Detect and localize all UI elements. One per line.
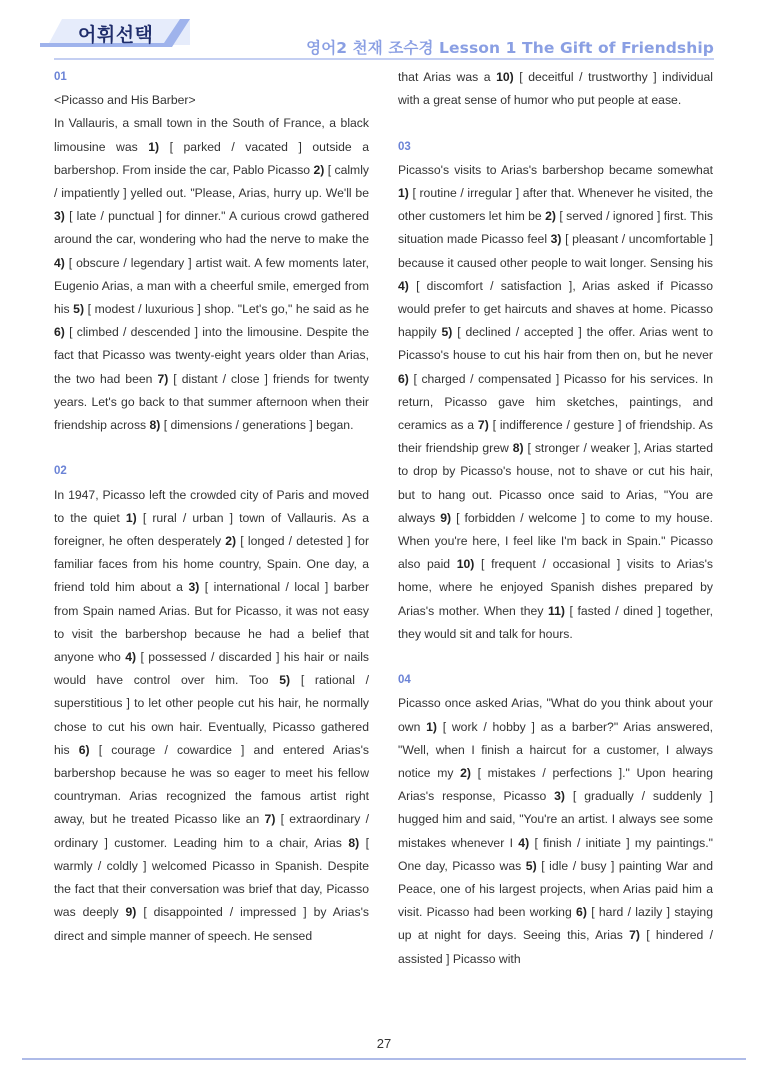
blank-number: 8)	[149, 418, 161, 433]
passage-03: Picasso's visits to Arias's barbershop became somewhat 1) [ routine / irregular ] after that. Whenever he visited, the other customers let him be 2) [ served / ignored ] first. This situation made Picasso feel 3) [ pleasant / uncomfortable ] because it caused other people to wait longer. Sensing his 4) [ discomfort / satisfaction ], Arias asked if Picasso would prefer to get haircuts and shaves at home. Picasso happily 5) [ declined / accepted ] the offer. Arias went to Picasso's house to cut his hair from then on, but he never 6) [ charged / compensated ] Picasso for his services. In return, Picasso gave him sketches, paintings, and ceramics as a 7) [ indifference / gesture ] of friendship. As their friendship grew 8) [ stronger / weaker ], Arias started to drop by Picasso's house, not to shave or cut his hair, but to hang out. Picasso once said to Arias, "You are always 9) [ forbidden / welcome ] to come to my house. When you're here, I feel like I'm back in Spain." Picasso also paid 10) [ frequent / occasional ] visits to Arias's home, where he enjoyed Spanish dishes prepared by Arias's mother. When they 11) [ fasted / dined ] together, they would sit and talk for hours.	[398, 162, 714, 641]
blank-number: 11)	[548, 603, 565, 618]
section-number: 02	[54, 465, 67, 478]
blank-number: 10)	[456, 557, 475, 572]
blank-number: 4)	[518, 835, 530, 850]
right-column	[398, 66, 713, 971]
blank-number: 5)	[279, 673, 291, 688]
blank-number: 1)	[148, 139, 160, 154]
blank-number: 5)	[441, 325, 453, 340]
blank-number: 7)	[477, 418, 489, 433]
blank-number: 4)	[54, 255, 65, 270]
section-number: 04	[398, 674, 411, 687]
blank-number: 3)	[554, 789, 565, 804]
section-tab-label: 어휘선택	[78, 24, 154, 46]
passage-02-continued: that Arias was a 10) [ deceitful / trustworthy ] individual with a great sense of humor who put people at ease.	[398, 70, 713, 108]
passage-01: <Picasso and His Barber> In Vallauris, a small town in the South of France, a black limousine was 1) [ parked / vacated ] outside a barbershop. From inside the car, Pablo Picasso 2) [ calmly / impatiently ] yelled out. "Please, Arias, hurry up. We'll be 3) [ late / punctual ] for dinner." A curious crowd gathered around the car, wondering who had the nerve to make the 4) [ obscure / legendary ] artist wait. A few moments later, Eugenio Arias, a man with a cheerful smile, emerged from his 5) [ modest / luxurious ] shop. "Let's go," he said as he 6) [ climbed / descended ] into the limousine. Despite the fact that Picasso was twenty-eight years older than Arias, the two had been 7) [ distant / close ] friends for twenty years. Let's go back to that summer afternoon when their friendship across 8) [ dimensions / generations ] began.	[54, 93, 370, 433]
blank-number: 5)	[73, 302, 85, 317]
blank-number: 2)	[225, 534, 237, 549]
header-divider	[54, 58, 714, 60]
blank-number: 2)	[545, 209, 556, 224]
blank-number: 2)	[313, 162, 325, 177]
blank-number: 3)	[188, 580, 200, 595]
blank-number: 10)	[496, 70, 514, 84]
blank-number: 7)	[157, 371, 169, 386]
blank-number: 5)	[525, 858, 537, 873]
lesson-title: 영어2 천재 조수경 Lesson 1 The Gift of Friendship	[306, 39, 714, 57]
blank-number: 8)	[512, 441, 524, 456]
blank-number: 6)	[54, 325, 65, 340]
blank-number: 4)	[125, 650, 137, 665]
footer-divider	[22, 1058, 746, 1060]
section-number: 01	[54, 71, 67, 83]
passage-04: Picasso once asked Arias, "What do you think about your own 1) [ work / hobby ] as a barber?" Arias answered, "Well, when I finish a haircut for a customer, I always notice my 2) [ mistakes / perfections ]." Upon hearing Arias's response, Picasso 3) [ gradually / suddenly ] hugged him and said, "You're an artist. I always see some mistakes whenever I 4) [ finish / initiate ] my paintings." One day, Picasso was 5) [ idle / busy ] painting War and Peace, one of his largest projects, when Arias paid him a visit. Picasso had been working 6) [ hard / lazily ] staying up at night for days. Seeing this, Arias 7) [ hindered / assisted ] Picasso with	[398, 696, 713, 966]
blank-number: 3)	[550, 232, 562, 247]
left-column	[54, 66, 369, 948]
page-number: 27	[376, 1036, 392, 1051]
blank-number: 9)	[125, 905, 137, 920]
blank-number: 4)	[398, 278, 409, 293]
blank-number: 7)	[264, 812, 276, 827]
section-number: 03	[398, 140, 411, 153]
blank-number: 6)	[576, 905, 587, 920]
blank-number: 1)	[426, 719, 437, 734]
blank-number: 6)	[78, 742, 90, 757]
blank-number: 8)	[348, 835, 360, 850]
blank-number: 1)	[398, 186, 409, 200]
blank-number: 1)	[125, 510, 137, 525]
blank-number: 2)	[460, 766, 471, 781]
blank-number: 3)	[54, 209, 65, 224]
blank-number: 7)	[629, 928, 640, 943]
passage-02: In 1947, Picasso left the crowded city of Paris and moved to the quiet 1) [ rural / urban ] town of Vallauris. As a foreigner, he often desperately 2) [ longed / detested ] for familiar faces from his home country, Spain. One day, a friend told him about a 3) [ international / local ] barber from Spain named Arias. But for Picasso, it was not easy to visit the barbershop because he had a belief that anyone who 4) [ possessed / discarded ] his hair or nails would have control over him. Too 5) [ rational / superstitious ] to let other people cut his hair, he normally chose to cut his own hair. Eventually, Picasso gathered his 6) [ courage / cowardice ] and entered Arias's barbershop because he was so eager to meet his fellow countryman. Arias recognized the famous artist right away, but he treated Picasso like an 7) [ extraordinary / ordinary ] customer. Leading him to a chair, Arias 8) [ warmly / coldly ] welcomed Picasso in Spanish. Despite the fact that their conversation was brief that day, Picasso was deeply 9) [ disappointed / impressed ] by Arias's direct and simple manner of speech. He sensed	[54, 487, 370, 943]
blank-number: 6)	[398, 371, 409, 386]
blank-number: 9)	[440, 510, 452, 525]
page-header	[0, 0, 768, 64]
